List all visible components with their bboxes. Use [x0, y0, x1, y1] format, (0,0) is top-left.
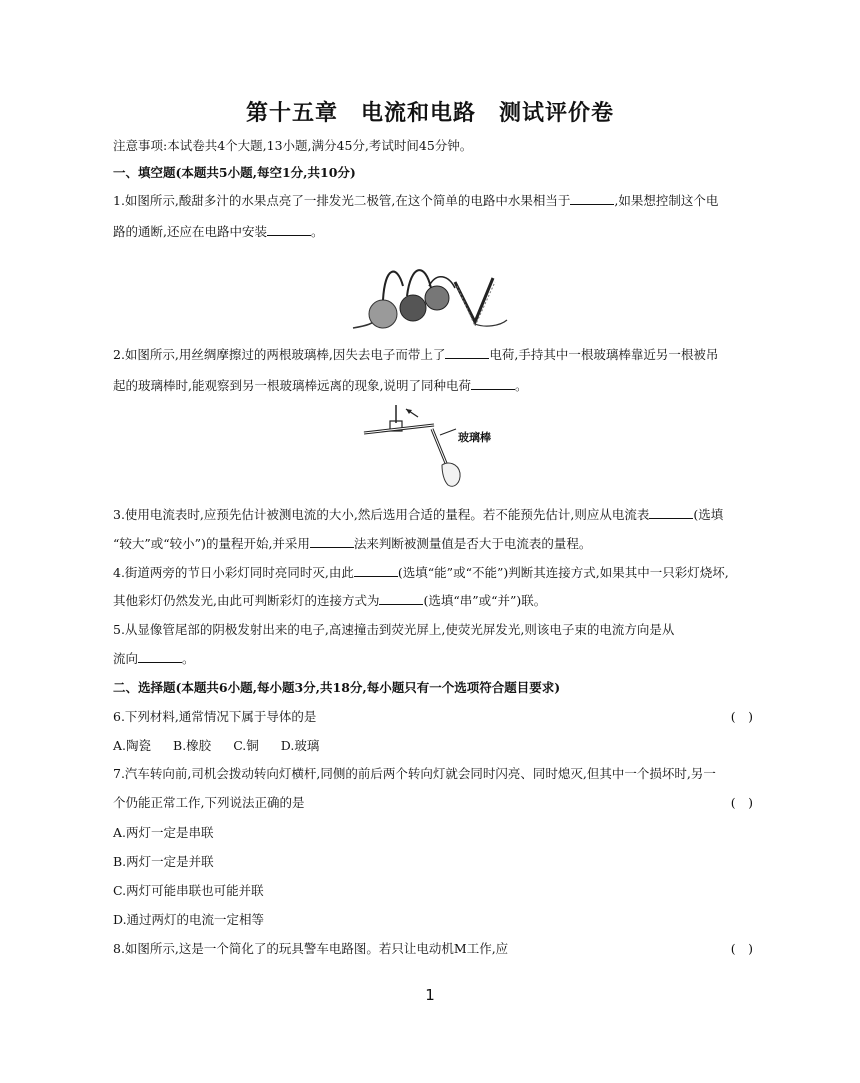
answer-blank[interactable]	[267, 224, 311, 236]
fruit-circuit-figure	[345, 256, 515, 336]
page-title: 第十五章 电流和电路 测试评价卷	[245, 100, 614, 126]
q6-stem: 6.下列材料,通常情况下属于导体的是 ( )	[113, 709, 753, 724]
answer-paren[interactable]: ( )	[730, 795, 753, 810]
section2-heading: 二、选择题(本题共6小题,每小题3分,共18分,每小题只有一个选项符合题目要求)	[113, 680, 561, 695]
glass-rod-figure	[362, 403, 512, 495]
q5-line1: 5.从显像管尾部的阴极发射出来的电子,高速撞击到荧光屏上,使荧光屏发光,则该电子束的电流方向是从	[113, 622, 675, 637]
option-a[interactable]: A.陶瓷	[113, 738, 152, 753]
q1-line2: 路的通断,还应在电路中安装 。	[113, 224, 324, 239]
q5-line2: 流向 。	[113, 651, 195, 666]
q3-line2: “较大”或“较小”)的量程开始,并采用 法来判断被测量值是否大于电流表的量程。	[113, 536, 592, 551]
q7-option-a[interactable]: A.两灯一定是串联	[113, 825, 214, 840]
q8-stem: 8.如图所示,这是一个简化了的玩具警车电路图。若只让电动机M工作,应 ( )	[113, 941, 753, 956]
q2-line2: 起的玻璃棒时,能观察到另一根玻璃棒远离的现象,说明了同种电荷 。	[113, 378, 528, 393]
answer-blank[interactable]	[445, 347, 489, 359]
option-c[interactable]: C.铜	[233, 738, 259, 753]
answer-blank[interactable]	[649, 507, 693, 519]
notice-text: 注意事项:本试卷共4个大题,13小题,满分45分,考试时间45分钟。	[113, 138, 473, 153]
q4-line2: 其他彩灯仍然发光,由此可判断彩灯的连接方式为 (选填“串”或“并”)联。	[113, 593, 547, 608]
answer-blank[interactable]	[310, 536, 354, 548]
answer-blank[interactable]	[354, 565, 398, 577]
glass-rod-label: 玻璃棒	[458, 431, 491, 444]
answer-paren[interactable]: ( )	[730, 709, 753, 724]
q4-line1: 4.街道两旁的节日小彩灯同时亮同时灭,由此 (选填“能”或“不能”)判断其连接方式,如果其中一只彩灯烧坏,	[113, 565, 729, 580]
answer-blank[interactable]	[471, 378, 515, 390]
answer-blank[interactable]	[138, 651, 182, 663]
answer-blank[interactable]	[379, 593, 423, 605]
section1-heading: 一、填空题(本题共5小题,每空1分,共10分)	[113, 165, 356, 180]
q7-option-d[interactable]: D.通过两灯的电流一定相等	[113, 912, 265, 927]
q1-line1: 1.如图所示,酸甜多汁的水果点亮了一排发光二极管,在这个简单的电路中水果相当于 ,如果想控制这个电	[113, 193, 719, 208]
q6-options	[113, 738, 753, 754]
answer-blank[interactable]	[570, 193, 614, 205]
q7-option-b[interactable]: B.两灯一定是并联	[113, 854, 214, 869]
page-number: 1	[425, 986, 435, 1004]
q7-line2: 个仍能正常工作,下列说法正确的是 ( )	[113, 795, 753, 810]
option-d[interactable]: D.玻璃	[280, 738, 320, 753]
q3-line1: 3.使用电流表时,应预先估计被测电流的大小,然后选用合适的量程。若不能预先估计,则应从电流表 (选填	[113, 507, 724, 522]
q2-line1: 2.如图所示,用丝绸摩擦过的两根玻璃棒,因失去电子而带上了 电荷,手持其中一根玻璃棒靠近另一根被吊	[113, 347, 719, 362]
answer-paren[interactable]: ( )	[730, 941, 753, 956]
q7-line1: 7.汽车转向前,司机会拨动转向灯横杆,同侧的前后两个转向灯就会同时闪亮、同时熄灭,但其中一个损坏时,另一	[113, 766, 716, 781]
q7-option-c[interactable]: C.两灯可能串联也可能并联	[113, 883, 264, 898]
option-b[interactable]: B.橡胶	[173, 738, 212, 753]
